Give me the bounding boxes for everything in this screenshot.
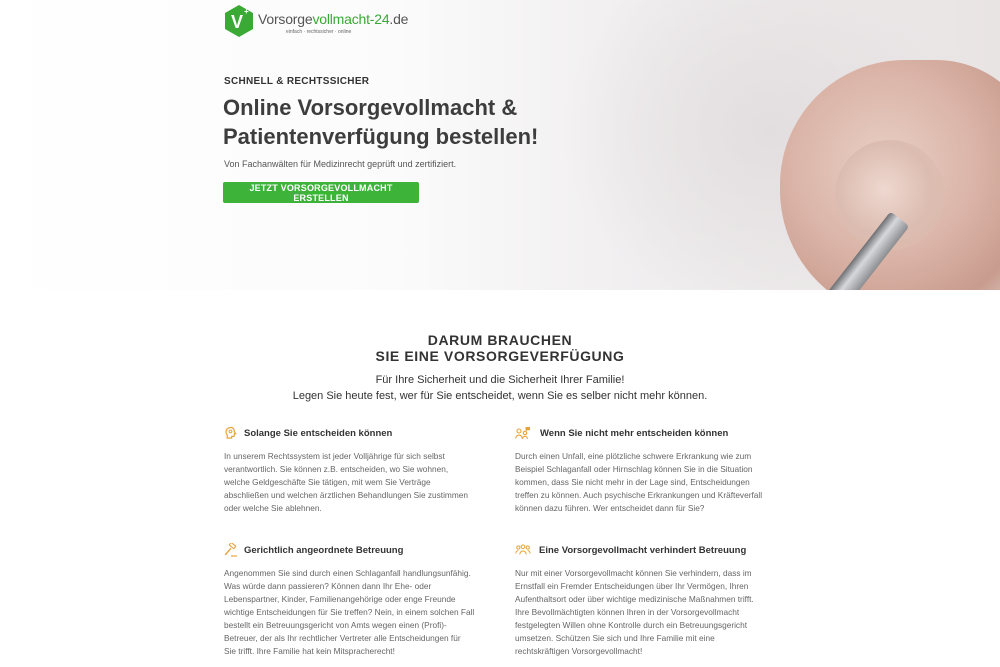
why-lead-line1: Für Ihre Sicherheit und die Sicherheit Ihrer Familie! — [375, 374, 625, 386]
feature-title: Eine Vorsorgevollmacht verhindert Betreuung — [539, 545, 747, 556]
why-section-title-line2: SIE EINE VORSORGEVERFÜGUNG — [375, 348, 625, 364]
feature-body-line: treffen zu können. Auch psychische Erkrankungen und Kräfteverfall — [515, 490, 763, 500]
logo-brand-suffix: .de — [389, 11, 409, 27]
svg-text:+: + — [244, 7, 249, 16]
feature-title: Gerichtlich angeordnete Betreuung — [244, 545, 404, 556]
feature-body-line: wichtige Entscheidungen für Sie treffen? Nein, in einem solchen Fall — [224, 607, 475, 617]
feature-body-line: verantwortlich. Sie können z.B. entscheiden, wo Sie wohnen, — [224, 464, 449, 474]
feature-body-line: abschließen und welchen ärztlichen Behandlungen Sie zustimmen — [224, 490, 468, 500]
logo-tagline: einfach · rechtssicher · online — [286, 29, 352, 35]
feature-body-line: Was würde dann passieren? Können dann Ihr Ehe- oder — [224, 581, 432, 591]
feature-body-line: können dazu führen. Wer entscheidet dann für Sie? — [515, 503, 705, 513]
feature-body-line: umsetzen. Schützen Sie sich und Ihre Familie mit eine — [515, 633, 715, 643]
people-talk-icon — [515, 426, 531, 440]
feature-body — [224, 450, 494, 515]
feature-body-line: festgelegten Willen ohne Kontrolle durch ein Betreuungsgericht — [515, 620, 747, 630]
feature-title: Wenn Sie nicht mehr entscheiden können — [540, 428, 729, 439]
logo-brand-highlight: vollmacht-24 — [312, 11, 390, 27]
feature-body — [515, 450, 785, 515]
feature-body-line: Durch einen Unfall, eine plötzliche schwere Erkrankung wie zum — [515, 451, 752, 461]
feature-body-line: Sie trifft. Ihre Familie hat kein Mitspracherecht! — [224, 646, 395, 656]
create-vorsorgevollmacht-button[interactable]: JETZT VORSORGEVOLLMACHT ERSTELLEN — [223, 182, 419, 203]
logo-brand-prefix: Vorsorge — [258, 11, 313, 27]
hero-headline-line1: Online Vorsorgevollmacht & — [223, 95, 518, 120]
site-logo[interactable] — [223, 4, 409, 38]
why-lead-line2: Legen Sie heute fest, wer für Sie entscheidet, wenn Sie es selber nicht mehr können. — [292, 390, 708, 402]
feature-body-line: rechtskräftigen Vorsorgevollmacht! — [515, 646, 643, 656]
feature-body-line: welche Geldgeschäfte Sie tätigen, mit wem Sie Verträge — [224, 477, 431, 487]
feature-body-line: Ernstfall ein Fremder Entscheidungen über Ihr Vermögen, Ihren — [515, 581, 749, 591]
logo-mark-letter: V — [231, 12, 244, 32]
hero-headline-line2: Patientenverfügung bestellen! — [223, 124, 539, 149]
feature-body-line: kommen, dass Sie nicht mehr in der Lage sind, Entscheidungen — [515, 477, 750, 487]
hero-section — [0, 0, 1000, 290]
feature-body-line: Lebenspartner, Kinder, Familienangehörige oder enge Freunde — [224, 594, 456, 604]
feature-body-line: Angenommen Sie sind durch einen Schlaganfall handlungsunfähig. — [224, 568, 471, 578]
feature-body-line: In unserem Rechtssystem ist jeder Volljährige für sich selbst — [224, 451, 445, 461]
hero-headline — [223, 93, 643, 151]
logo-hexagon-icon — [223, 4, 255, 38]
feature-body-line: oder welche Sie ablehnen. — [224, 503, 322, 513]
feature-body-line: Aufenthaltsort oder über wichtige medizinische Maßnahmen trifft. — [515, 594, 754, 604]
feature-body-line: Ihre Bevollmächtigten können Ihren in der Vorsorgevollmacht — [515, 607, 740, 617]
hero-kicker: SCHNELL & RECHTSSICHER — [224, 76, 370, 87]
feature-body-line: Betreuer, der als Ihr rechtlicher Vertreter alle Entscheidungen für — [224, 633, 461, 643]
feature-body — [224, 567, 494, 658]
gavel-icon — [224, 543, 238, 557]
logo-wordmark — [258, 11, 408, 27]
feature-title: Solange Sie entscheiden können — [244, 428, 393, 439]
feature-body-line: bestellt ein Betreuungsgericht von Amts wegen einen (Profi)- — [224, 620, 447, 630]
head-icon — [224, 426, 238, 440]
why-section-title-line1: DARUM BRAUCHEN — [427, 332, 573, 348]
feature-body-line: Beispiel Schlaganfall oder Hirnschlag können Sie in die Situation — [515, 464, 753, 474]
group-icon — [515, 543, 531, 557]
feature-body — [515, 567, 785, 658]
hero-subtitle: Von Fachanwälten für Medizinrecht geprüft und zertifiziert. — [224, 159, 457, 169]
feature-body-line: Nur mit einer Vorsorgevollmacht können Sie verhindern, dass im — [515, 568, 752, 578]
